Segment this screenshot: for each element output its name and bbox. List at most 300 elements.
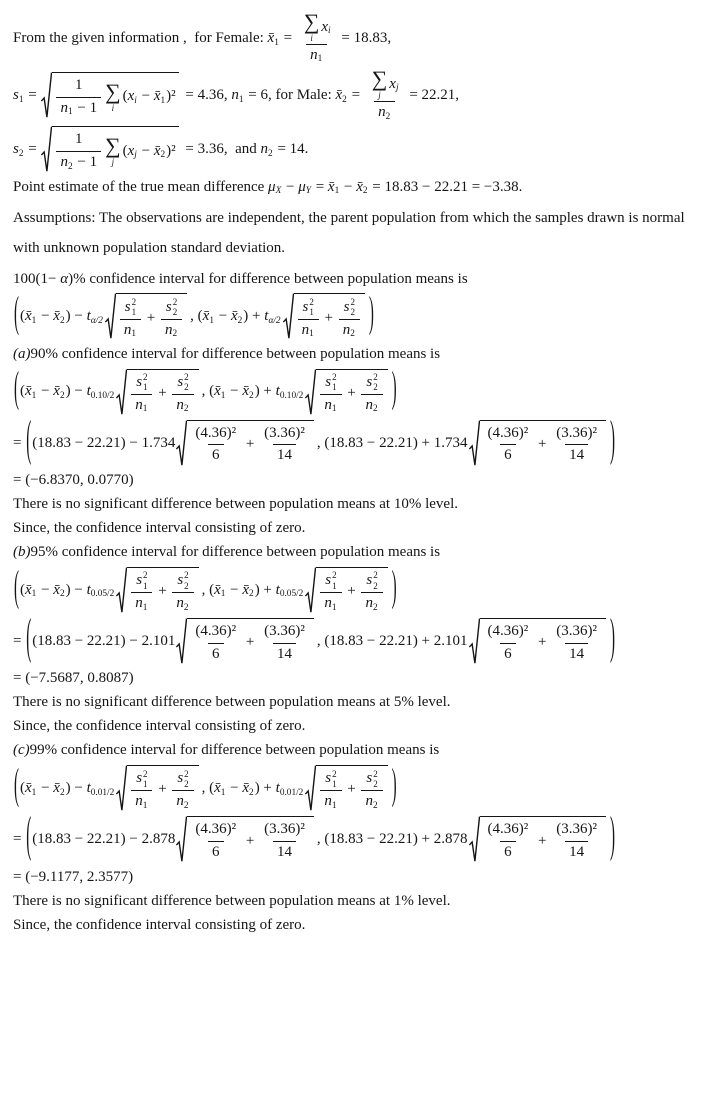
numerator (321, 769, 340, 790)
math-text: − (215, 308, 231, 325)
math-variable: x̄ (327, 178, 335, 195)
math-variable: x (127, 142, 135, 159)
math-text: 90% confidence interval for difference between population means is (30, 345, 441, 362)
math-text: ( (20, 383, 25, 400)
numerator (552, 820, 601, 840)
big-paren: ) (610, 612, 615, 666)
radical-sign-icon (116, 369, 127, 416)
denominator (208, 444, 224, 466)
denominator (320, 790, 341, 812)
numerator (484, 424, 533, 444)
fraction (320, 372, 341, 415)
script-stack (143, 372, 148, 393)
script-stack (132, 297, 137, 318)
script-sup: 2 (143, 570, 148, 581)
fraction (361, 570, 382, 613)
radicand (116, 293, 187, 340)
radical-sign-icon (283, 293, 294, 340)
script-sub: 2 (184, 778, 189, 789)
math-text: 6 (212, 843, 220, 860)
math-variable: (a) (13, 345, 31, 362)
math-text: Since, the confidence interval consisting of zero. (13, 718, 306, 735)
math-variable: n (60, 153, 68, 170)
math-text: 6 (212, 645, 220, 662)
math-variable: n (365, 595, 373, 612)
sum-index: j (111, 156, 115, 167)
denominator (361, 592, 382, 614)
subscript: 2 (237, 315, 243, 326)
math-text: − 1 (73, 153, 98, 170)
ci-95-conclusion (13, 693, 714, 713)
math-text: (3.36)² (556, 821, 597, 838)
math-text: 1 (75, 131, 83, 148)
subscript: α/2 (268, 315, 281, 326)
radicand (127, 765, 198, 812)
script-sup: 2 (184, 372, 189, 383)
script-stack (332, 769, 337, 790)
math-text: (4.36)² (195, 821, 237, 838)
script-sup: 2 (332, 570, 337, 581)
math-text: Since, the confidence interval consisting of zero. (13, 916, 306, 933)
numerator (321, 372, 340, 393)
math-variable: x̄ (242, 779, 250, 796)
math-variable: x̄ (356, 178, 363, 195)
fraction (172, 372, 193, 415)
script-stack (332, 570, 337, 591)
subscript: 1 (31, 315, 37, 326)
script-base: s (325, 373, 332, 390)
math-variable: x̄ (25, 779, 32, 796)
math-variable: μ (268, 178, 276, 195)
denominator (306, 44, 327, 66)
math-text: (18.83 − 22.21) − 1.734 (32, 434, 176, 451)
script-sup: 2 (332, 768, 337, 779)
subscript: 1 (331, 602, 337, 613)
subscript: 1 (18, 94, 24, 105)
math-text: ) + (254, 779, 276, 796)
math-variable: n (324, 793, 332, 810)
denominator (298, 319, 319, 341)
math-text: = 3.36, and (181, 141, 261, 158)
script-sup: 2 (184, 768, 189, 779)
big-paren: ( (26, 612, 32, 666)
math-text: 14 (276, 447, 292, 464)
radical (469, 816, 606, 863)
math-text: , (18.83 − 22.21) + 1.734 (316, 434, 468, 451)
math-text: ( (20, 779, 25, 796)
math-text: + (143, 309, 160, 326)
numerator (71, 130, 87, 150)
subscript: 1 (309, 329, 314, 340)
script-sup: 2 (184, 570, 189, 581)
math-text: = 6, for Male: (244, 86, 336, 103)
script-base: s (136, 571, 143, 588)
radical-sign-icon (469, 420, 480, 467)
script-sup: 2 (131, 296, 137, 307)
fraction (260, 622, 309, 664)
math-text: (3.36)² (264, 821, 305, 838)
fraction (366, 69, 404, 122)
denominator (172, 592, 193, 614)
radical-sign-icon (116, 765, 127, 812)
denominator (500, 444, 516, 466)
subscript: 1 (131, 329, 137, 340)
math-variable: n (324, 595, 332, 612)
math-text: − (226, 779, 243, 796)
math-text: = 22.21, (405, 86, 460, 103)
big-paren: ( (26, 414, 32, 468)
math-text: 99% confidence interval for difference between population means is (29, 742, 440, 759)
math-variable: x̄ (153, 88, 161, 105)
math-text: ( (20, 308, 25, 325)
script-stack (373, 769, 378, 790)
math-variable: n (176, 595, 184, 612)
math-text: − (37, 383, 54, 400)
radical-sign-icon (176, 816, 187, 863)
denominator (273, 444, 296, 466)
fraction (484, 820, 533, 862)
ci-90-computed (13, 414, 714, 468)
sigma-icon: ∑ (371, 67, 388, 92)
subscript: 2 (249, 391, 254, 402)
radicand (294, 293, 365, 340)
math-text: (4.36)² (487, 623, 529, 640)
math-text: − (137, 88, 154, 105)
script-sub: 2 (184, 580, 189, 591)
math-variable: x (127, 88, 135, 105)
radical (305, 567, 387, 614)
script-sup: 2 (350, 296, 355, 307)
radical (41, 126, 178, 173)
radical-sign-icon (105, 293, 116, 340)
math-variable: n (310, 46, 318, 63)
math-text: = 4.36, (181, 86, 232, 103)
script-stack (350, 297, 355, 318)
math-variable: x̄ (242, 581, 250, 598)
math-text: (3.36)² (556, 623, 597, 640)
math-text: )² (166, 142, 176, 159)
math-variable: x̄ (230, 308, 238, 325)
math-variable: n (365, 396, 373, 413)
script-sub: 1 (143, 778, 148, 789)
big-paren: ) (368, 291, 374, 339)
big-paren: ) (610, 810, 615, 864)
fraction (552, 622, 601, 664)
math-text: There is no significant difference between population means at 10% level. (13, 496, 458, 513)
denominator (208, 643, 224, 665)
math-text: 6 (504, 843, 512, 860)
math-variable: x̄ (153, 142, 161, 159)
math-variable: n (260, 141, 269, 158)
radical (469, 618, 606, 665)
math-variable: x̄ (53, 308, 60, 325)
math-text: 14 (569, 843, 585, 860)
subscript: 1 (238, 94, 244, 105)
math-variable: x̄ (53, 581, 60, 598)
math-text: − (37, 308, 54, 325)
fraction (260, 424, 309, 466)
part-a-label (13, 345, 714, 365)
math-variable: x (389, 75, 396, 92)
math-text: = 18.83, (337, 29, 392, 46)
math-variable: n (135, 793, 143, 810)
math-text: (3.36)² (556, 424, 597, 441)
script-stack (184, 769, 189, 790)
fraction (320, 570, 341, 613)
script-stack (373, 372, 378, 393)
subscript: 1 (331, 404, 337, 415)
subscript: 1 (220, 589, 226, 600)
ci-99-reason (13, 915, 714, 935)
math-text: − 1 (73, 99, 98, 116)
math-variable: s (13, 141, 19, 158)
radical-sign-icon (41, 72, 52, 119)
math-variable: x̄ (53, 779, 60, 796)
subscript: 0.10/2 (90, 391, 115, 402)
radical (116, 765, 198, 812)
scripted-variable (177, 372, 188, 393)
fraction (131, 372, 152, 415)
fraction (484, 622, 533, 664)
numerator (552, 424, 601, 444)
radical (176, 816, 313, 863)
subscript: 2 (372, 602, 378, 613)
subscript: 1 (67, 107, 73, 118)
math-variable: t (86, 383, 91, 400)
numerator (191, 820, 240, 840)
math-variable: n (365, 793, 373, 810)
script-base: s (177, 770, 184, 787)
subscript: 0.01/2 (279, 787, 304, 798)
big-paren: ( (26, 810, 32, 864)
ci-99-formula (13, 765, 714, 812)
subscript: 0.10/2 (279, 391, 304, 402)
fraction (361, 372, 382, 415)
big-paren: ( (14, 565, 19, 612)
math-text: + (534, 436, 551, 453)
denominator (320, 394, 341, 416)
math-text: 14 (276, 843, 292, 860)
subscript: i (328, 26, 331, 37)
script-stack (373, 570, 378, 591)
subscript: 0.01/2 (90, 787, 115, 798)
script-sup: 2 (309, 296, 314, 307)
numerator (362, 570, 381, 591)
numerator (340, 297, 359, 318)
fraction (131, 769, 152, 812)
scripted-variable (177, 769, 188, 790)
ci-90-reason (13, 519, 714, 539)
math-variable: n (135, 396, 143, 413)
subscript: 1 (142, 602, 148, 613)
math-text: 6 (504, 645, 512, 662)
ci-95-formula (13, 567, 714, 614)
math-text: + (154, 781, 171, 798)
math-text: 14 (569, 645, 585, 662)
subscript: 2 (59, 315, 65, 326)
math-text: (3.36)² (264, 424, 305, 441)
math-text: (4.36)² (487, 821, 529, 838)
denominator (339, 319, 360, 341)
denominator (361, 790, 382, 812)
fraction (120, 297, 141, 340)
math-text: = (13, 434, 26, 451)
numerator (132, 570, 151, 591)
subscript: 1 (220, 391, 226, 402)
math-text: = (311, 178, 328, 195)
radicand (187, 618, 313, 665)
script-sup: 2 (373, 570, 378, 581)
denominator (172, 394, 193, 416)
fraction (552, 820, 601, 862)
math-text: − (282, 178, 299, 195)
math-text: + (343, 384, 360, 401)
radical (305, 765, 387, 812)
math-text: ) − (65, 308, 87, 325)
math-text: ( (122, 142, 128, 159)
fraction (552, 424, 601, 466)
ci-95-computed (13, 612, 714, 666)
fraction (172, 769, 193, 812)
subscript: 1 (31, 787, 37, 798)
subscript: X (275, 186, 282, 197)
script-sub: 1 (332, 382, 337, 393)
math-text: )% confidence interval for difference between population means is (68, 270, 468, 287)
sigma-icon: ∑ (303, 10, 320, 34)
ci-90-conclusion (13, 495, 714, 515)
fraction (484, 424, 533, 466)
scripted-variable (136, 570, 147, 591)
summation (105, 79, 121, 113)
subscript: 0.05/2 (279, 589, 304, 600)
math-variable: t (275, 383, 280, 400)
scripted-variable (366, 769, 377, 790)
numerator (132, 372, 151, 393)
subscript: 1 (160, 96, 166, 107)
math-variable: x̄ (214, 383, 221, 400)
scripted-variable (344, 297, 355, 318)
script-base: s (165, 298, 172, 315)
radicand (127, 369, 198, 416)
script-sub: 1 (332, 580, 337, 591)
subscript: j (395, 83, 399, 94)
subscript: Y (305, 186, 311, 197)
denominator (131, 394, 152, 416)
subscript: 1 (209, 315, 214, 326)
math-text: − (226, 383, 243, 400)
numerator (260, 622, 309, 642)
summation (105, 136, 121, 167)
math-variable: μ (298, 178, 306, 195)
script-sub: 1 (143, 580, 148, 591)
math-text: (18.83 − 22.21) − 2.101 (32, 632, 176, 649)
subscript: 1 (31, 589, 37, 600)
math-text: + (534, 832, 551, 849)
numerator (321, 570, 340, 591)
math-variable: n (324, 396, 332, 413)
math-variable: n (176, 396, 184, 413)
radicand (480, 816, 606, 863)
radicand (187, 816, 313, 863)
math-text: 6 (212, 447, 220, 464)
numerator (366, 69, 404, 100)
math-variable: x̄ (25, 383, 32, 400)
math-variable: t (275, 779, 280, 796)
sigma-icon: ∑ (105, 134, 121, 159)
math-variable: x̄ (25, 308, 32, 325)
math-text: ) + (254, 581, 276, 598)
script-base: s (124, 298, 131, 315)
math-text: (3.36)² (264, 623, 305, 640)
script-sup: 2 (143, 768, 148, 779)
subscript: 2 (372, 800, 378, 811)
summation (372, 69, 388, 100)
radical-sign-icon (305, 369, 316, 416)
math-variable: n (123, 321, 132, 338)
radical (116, 369, 198, 416)
script-base: s (177, 373, 184, 390)
big-paren: ( (14, 763, 19, 810)
script-base: s (325, 770, 332, 787)
math-variable: n (378, 103, 386, 120)
math-text: 6 (504, 447, 512, 464)
numerator (173, 769, 192, 790)
radical-sign-icon (176, 618, 187, 665)
script-stack (184, 570, 189, 591)
scripted-variable (136, 769, 147, 790)
math-variable: x̄ (25, 581, 32, 598)
fraction (260, 820, 309, 862)
intro-line (13, 12, 714, 65)
script-sup: 2 (373, 768, 378, 779)
fraction (298, 12, 336, 65)
math-text: Since, the confidence interval consisting of zero. (13, 520, 306, 537)
math-text: ) − (65, 383, 87, 400)
math-text: = (−7.5687, 0.8087) (13, 670, 134, 687)
scripted-variable (325, 570, 336, 591)
math-text: )² (166, 88, 176, 105)
assumptions-line (13, 203, 713, 263)
math-variable: (c) (13, 742, 30, 759)
math-text: = (24, 86, 41, 103)
math-text: (4.36)² (195, 623, 237, 640)
math-text: 100(1− (13, 270, 61, 287)
subscript: 1 (334, 186, 340, 197)
numerator (298, 12, 336, 43)
script-sub: 2 (350, 307, 355, 318)
subscript: 1 (331, 800, 337, 811)
math-variable: x̄ (214, 779, 221, 796)
denominator (56, 151, 101, 173)
script-sub: 2 (373, 382, 378, 393)
radicand (127, 567, 198, 614)
math-text: There is no significant difference between population means at 1% level. (13, 892, 451, 909)
script-sub: 2 (373, 778, 378, 789)
math-text: = 14. (273, 141, 309, 158)
numerator (191, 424, 240, 444)
math-text: , ( (190, 308, 203, 325)
math-text: = (−6.8370, 0.0770) (13, 472, 134, 489)
math-variable: n (60, 99, 68, 116)
math-text: + (154, 384, 171, 401)
fraction (298, 297, 319, 340)
big-paren: ) (610, 414, 615, 468)
subscript: 2 (67, 161, 73, 172)
radicand (316, 567, 387, 614)
denominator (361, 394, 382, 416)
numerator (71, 76, 87, 96)
math-text: , (18.83 − 22.21) + 2.101 (316, 632, 468, 649)
